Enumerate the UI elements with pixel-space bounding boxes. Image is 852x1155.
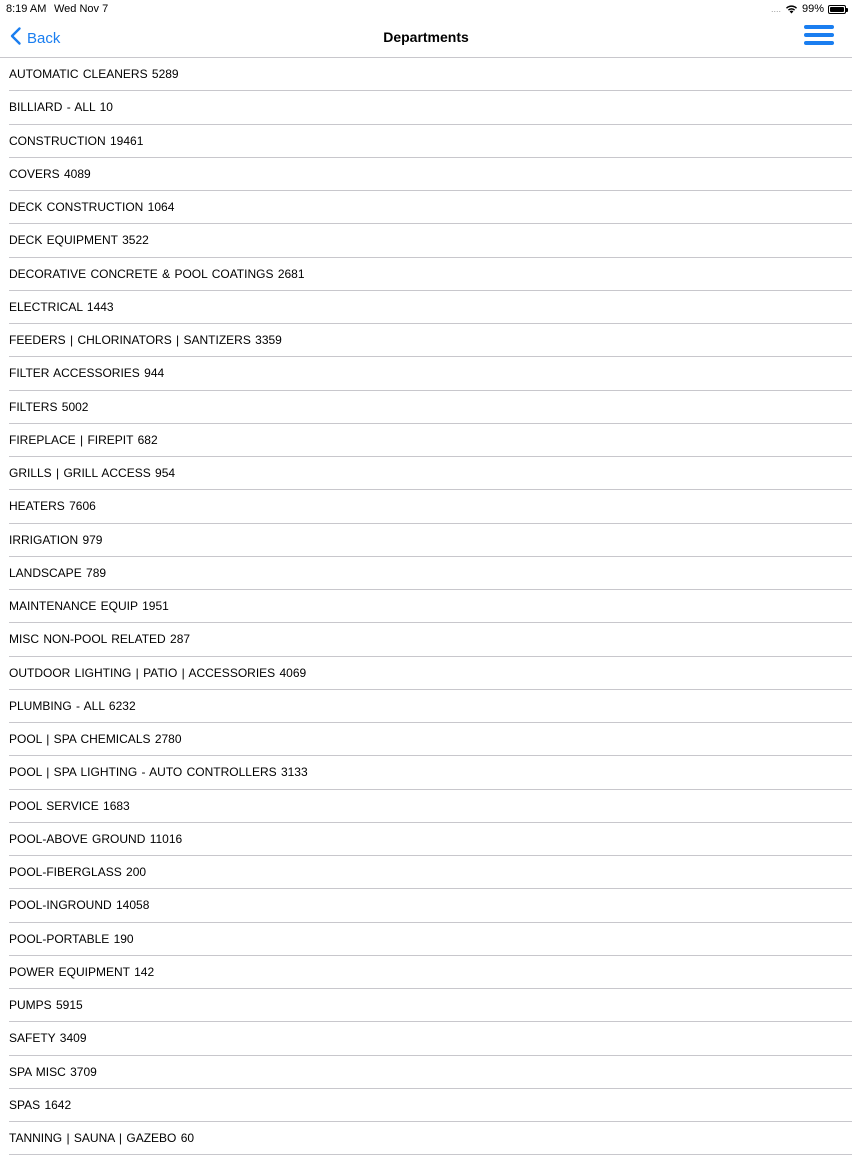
- department-row[interactable]: [0, 790, 852, 823]
- department-label: DECORATIVE CONCRETE & POOL COATINGS 2681: [9, 266, 305, 281]
- departments-list: [0, 58, 852, 1145]
- status-time: 8:19 AM: [6, 3, 47, 15]
- department-label: PLUMBING - ALL 6232: [9, 698, 136, 713]
- status-date: Wed Nov 7: [54, 3, 109, 15]
- department-row[interactable]: [0, 723, 852, 756]
- menu-bar-bottom: [804, 41, 834, 45]
- department-label: POOL | SPA CHEMICALS 2780: [9, 732, 182, 746]
- battery-icon: [828, 5, 846, 14]
- department-label: FILTERS 5002: [9, 399, 89, 414]
- department-row[interactable]: [0, 58, 852, 91]
- department-label: ELECTRICAL 1443: [9, 299, 114, 314]
- department-label: SAFETY 3409: [9, 1031, 87, 1046]
- department-label: FIREPLACE | FIREPIT 682: [9, 432, 158, 447]
- department-row[interactable]: [0, 258, 852, 291]
- battery-percent: 99%: [801, 3, 824, 15]
- department-row[interactable]: [0, 856, 852, 889]
- department-row[interactable]: [0, 191, 852, 224]
- department-label: GRILLS | GRILL ACCESS 954: [9, 466, 176, 480]
- menu-bar-middle: [804, 33, 834, 37]
- department-label: POOL-FIBERGLASS 200: [9, 865, 147, 879]
- department-row[interactable]: [0, 557, 852, 590]
- navigation-bar: [0, 18, 852, 58]
- department-label: CONSTRUCTION 19461: [9, 133, 144, 148]
- department-label: FILTER ACCESSORIES 944: [9, 366, 165, 381]
- department-row[interactable]: [0, 1056, 852, 1089]
- department-label: MISC NON-POOL RELATED 287: [9, 632, 191, 647]
- department-label: POOL-INGROUND 14058: [9, 898, 150, 913]
- department-label: PUMPS 5915: [9, 998, 83, 1012]
- department-label: IRRIGATION 979: [9, 532, 103, 547]
- page-title: Departments: [383, 29, 469, 45]
- department-label: POOL | SPA LIGHTING - AUTO CONTROLLERS 3133: [9, 765, 308, 780]
- department-row[interactable]: [0, 457, 852, 490]
- department-label: POWER EQUIPMENT 142: [9, 964, 155, 979]
- department-row[interactable]: [0, 224, 852, 257]
- department-label: COVERS 4089: [9, 166, 91, 181]
- department-label: FEEDERS | CHLORINATORS | SANTIZERS 3359: [9, 333, 282, 347]
- department-label: HEATERS 7606: [9, 499, 96, 514]
- department-row[interactable]: [0, 756, 852, 789]
- department-label: DECK CONSTRUCTION 1064: [9, 200, 175, 214]
- department-row[interactable]: [0, 91, 852, 124]
- department-row[interactable]: [0, 623, 852, 656]
- wifi-icon: [785, 4, 798, 14]
- department-row[interactable]: [0, 1022, 852, 1055]
- department-row[interactable]: [0, 490, 852, 523]
- department-row[interactable]: [0, 158, 852, 191]
- back-label: Back: [27, 29, 61, 47]
- department-label: SPA MISC 3709: [9, 1064, 97, 1079]
- department-label: OUTDOOR LIGHTING | PATIO | ACCESSORIES 4069: [9, 665, 307, 680]
- department-row[interactable]: [0, 1089, 852, 1122]
- department-label: POOL-ABOVE GROUND 11016: [9, 831, 183, 846]
- department-label: LANDSCAPE 789: [9, 565, 107, 580]
- department-row[interactable]: [0, 357, 852, 390]
- department-row[interactable]: [0, 125, 852, 158]
- department-row[interactable]: [0, 956, 852, 989]
- cellular-signal-icon: ....: [770, 4, 781, 14]
- department-row[interactable]: [0, 889, 852, 922]
- department-row[interactable]: [0, 1122, 852, 1155]
- battery-fill: [830, 7, 844, 12]
- department-row[interactable]: [0, 424, 852, 457]
- department-label: DECK EQUIPMENT 3522: [9, 233, 149, 248]
- department-label: SPAS 1642: [9, 1097, 72, 1112]
- department-label: BILLIARD - ALL 10: [9, 100, 113, 115]
- department-row[interactable]: [0, 823, 852, 856]
- hamburger-menu-icon[interactable]: [804, 25, 834, 49]
- department-row[interactable]: [0, 590, 852, 623]
- department-row[interactable]: [0, 989, 852, 1022]
- department-row[interactable]: [0, 391, 852, 424]
- status-indicators: [771, 0, 846, 18]
- status-bar: [0, 0, 852, 18]
- department-row[interactable]: [0, 923, 852, 956]
- department-row[interactable]: [0, 524, 852, 557]
- department-label: POOL SERVICE 1683: [9, 798, 130, 813]
- department-label: AUTOMATIC CLEANERS 5289: [9, 67, 179, 81]
- department-row[interactable]: [0, 690, 852, 723]
- department-label: POOL-PORTABLE 190: [9, 931, 134, 946]
- department-label: TANNING | SAUNA | GAZEBO 60: [9, 1131, 195, 1145]
- department-label: MAINTENANCE EQUIP 1951: [9, 599, 169, 613]
- menu-bar-top: [804, 25, 834, 29]
- department-row[interactable]: [0, 291, 852, 324]
- department-row[interactable]: [0, 324, 852, 357]
- department-row[interactable]: [0, 657, 852, 690]
